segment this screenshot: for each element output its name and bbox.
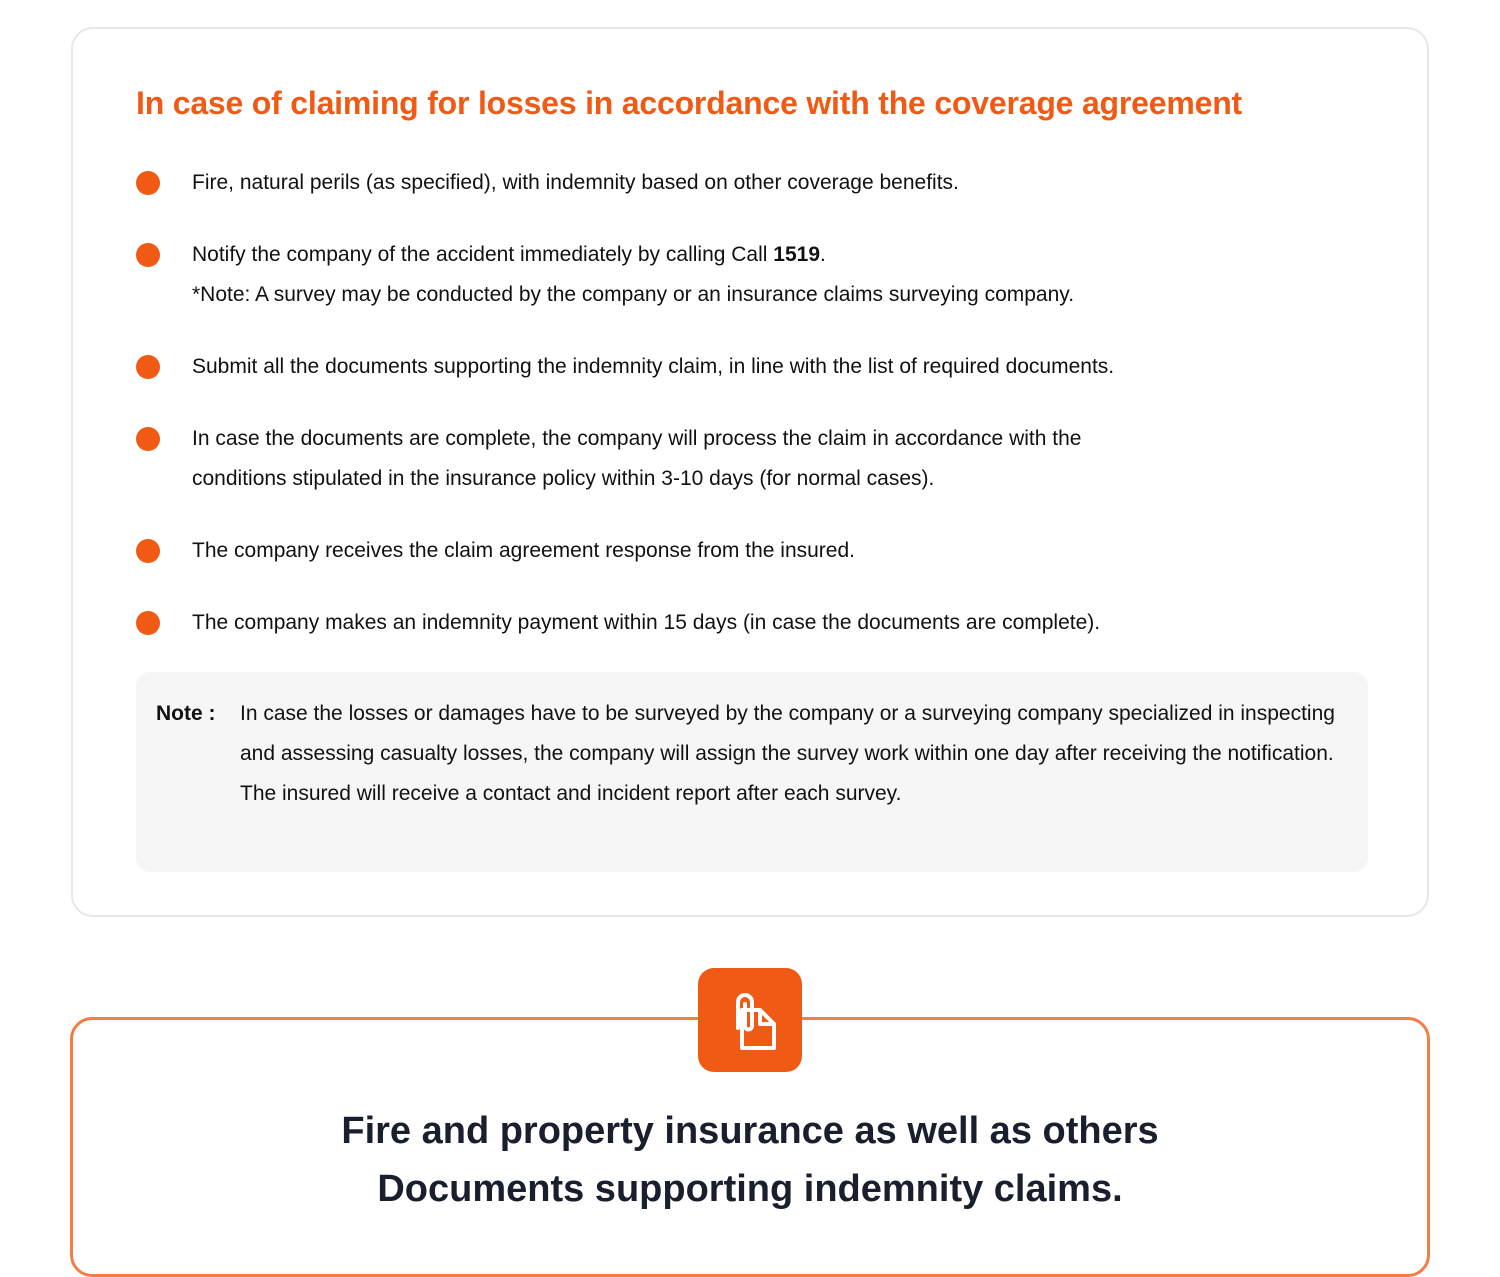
bullet-dot-icon bbox=[136, 171, 160, 195]
note-text: In case the losses or damages have to be surveyed by the company or a surveying company specialized in inspecting and assessing casualty losses, the company will assign the survey work within one day after receiving the notification. The insured will receive a contact and incident report after each survey. bbox=[240, 702, 1335, 805]
claims-steps-list bbox=[136, 163, 1376, 675]
documents-title-line1: Fire and property insurance as well as others bbox=[341, 1110, 1159, 1152]
list-item bbox=[136, 419, 1376, 499]
list-item bbox=[136, 235, 1376, 315]
step-text: Notify the company of the accident immediately by calling Call 1519. bbox=[192, 243, 826, 266]
step-text: Fire, natural perils (as specified), with indemnity based on other coverage benefits. bbox=[192, 171, 959, 194]
list-item bbox=[136, 603, 1376, 643]
claims-card bbox=[71, 27, 1429, 917]
bullet-dot-icon bbox=[136, 539, 160, 563]
note-label: Note : bbox=[156, 702, 216, 725]
list-item bbox=[136, 531, 1376, 571]
step-text: The company receives the claim agreement response from the insured. bbox=[192, 539, 855, 562]
bullet-dot-icon bbox=[136, 355, 160, 379]
documents-title bbox=[70, 1102, 1430, 1218]
hotline-number: 1519 bbox=[773, 243, 820, 266]
step-text: In case the documents are complete, the company will process the claim in accordance with the bbox=[192, 427, 1082, 450]
step-note-text: *Note: A survey may be conducted by the company or an insurance claims surveying company. bbox=[192, 283, 1075, 306]
step-text-continued: conditions stipulated in the insurance policy within 3-10 days (for normal cases). bbox=[192, 467, 935, 490]
documents-title-line2: Documents supporting indemnity claims. bbox=[377, 1168, 1123, 1210]
bullet-dot-icon bbox=[136, 243, 160, 267]
step-text: Submit all the documents supporting the indemnity claim, in line with the list of required documents. bbox=[192, 355, 1115, 378]
list-item bbox=[136, 163, 1376, 203]
step-text: The company makes an indemnity payment within 15 days (in case the documents are complete). bbox=[192, 611, 1101, 634]
bullet-dot-icon bbox=[136, 427, 160, 451]
paperclip-document-icon bbox=[722, 988, 778, 1052]
note-box bbox=[136, 672, 1368, 872]
bullet-dot-icon bbox=[136, 611, 160, 635]
list-item bbox=[136, 347, 1376, 387]
documents-icon-tile bbox=[698, 968, 802, 1072]
claims-title: In case of claiming for losses in accordance with the coverage agreement bbox=[136, 85, 1242, 121]
